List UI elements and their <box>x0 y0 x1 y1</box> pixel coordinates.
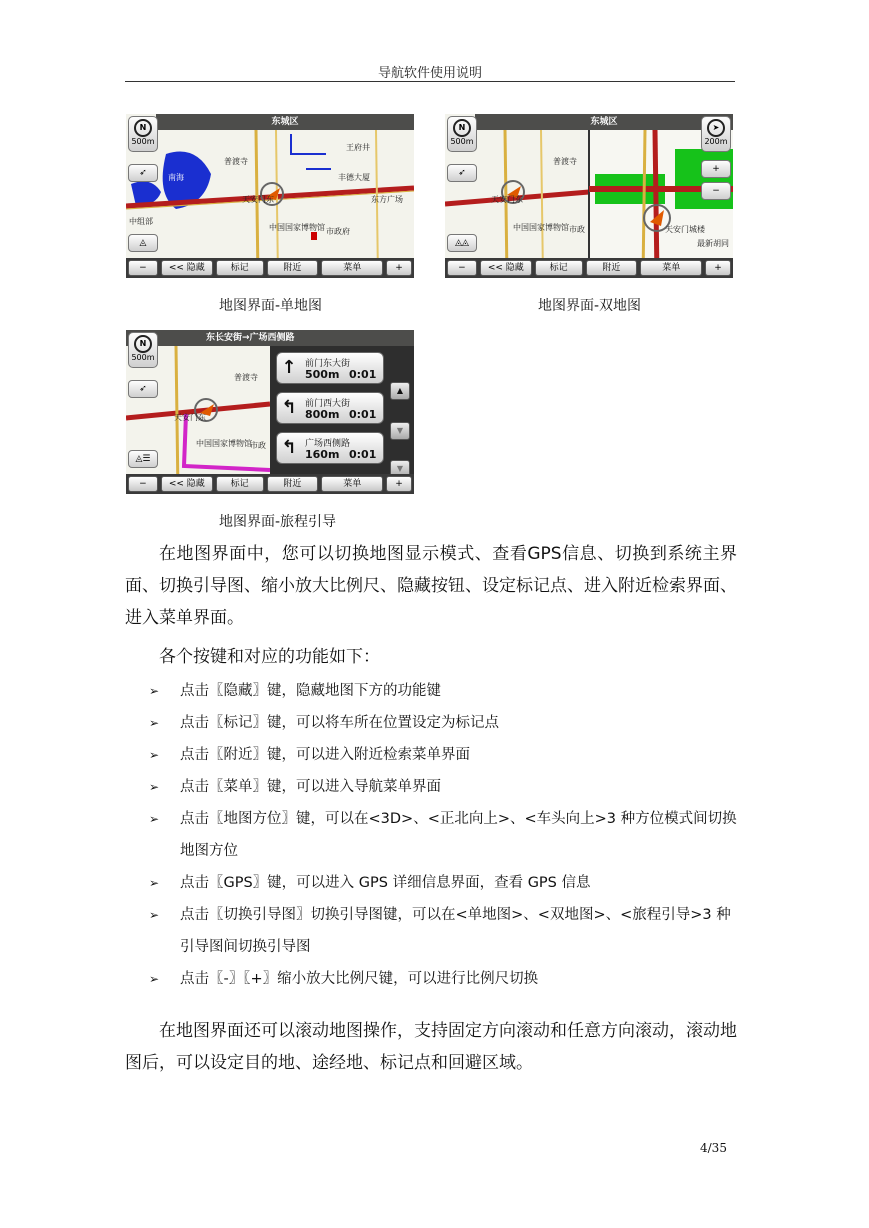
map-label: 中国国家博物馆 <box>196 439 252 448</box>
map-label: 南海 <box>168 173 184 182</box>
nearby-button[interactable]: 附近 <box>267 260 319 276</box>
step-distance: 160m <box>305 448 340 461</box>
zoom-in-button[interactable]: + <box>386 260 412 276</box>
route-bar: 东长安街→广场西侧路 <box>126 330 414 346</box>
switch-guide-button[interactable]: ◬☰ <box>128 450 158 468</box>
step-time: 0:01 <box>349 448 377 461</box>
turn-left-icon: ↰ <box>281 437 297 458</box>
zoom-out-button[interactable]: − <box>128 476 158 492</box>
arrow-bullet-icon: ➢ <box>149 780 160 794</box>
map-label: 最新胡同 <box>697 239 729 248</box>
single-map-screenshot <box>126 114 414 278</box>
map-label: 普渡寺 <box>553 157 577 166</box>
list-item: ➢ 点击〖标记〗键，可以将车所在位置设定为标记点 <box>125 707 737 739</box>
nearby-button[interactable]: 附近 <box>267 476 319 492</box>
scale-label: 500m <box>131 353 155 362</box>
menu-button[interactable]: 菜单 <box>640 260 702 276</box>
dual-map-screenshot <box>445 114 733 278</box>
map-orientation-button[interactable] <box>128 116 158 152</box>
switch-guide-button[interactable]: ◬ <box>128 234 158 252</box>
page-number: 4/35 <box>700 1141 727 1155</box>
hide-button[interactable]: << 隐藏 <box>161 476 213 492</box>
arrow-bullet-icon: ➢ <box>149 876 160 890</box>
intro-paragraph: 在地图界面中，您可以切换地图显示模式、查看GPS信息、切换到系统主界面、切换引导图、缩小放大比例尺、隐藏按钮、设定标记点、进入附近检索界面、进入菜单界面。 <box>125 544 737 628</box>
scroll-bottom-button[interactable]: ▼ <box>390 460 410 478</box>
hide-button[interactable]: << 隐藏 <box>480 260 532 276</box>
map-label: 天安门城楼 <box>665 225 705 234</box>
scale-label: 500m <box>450 137 474 146</box>
map-label: 市政府 <box>326 227 350 236</box>
compass-icon: ➤ <box>707 119 725 137</box>
list-item: ➢ 点击〖-〗〖+〗缩小放大比例尺键，可以进行比例尺切换 <box>125 963 737 995</box>
map-label: 天安门东 <box>174 413 206 422</box>
gps-satellite-icon[interactable]: ➶ <box>128 164 158 182</box>
mark-button[interactable]: 标记 <box>216 260 264 276</box>
step-road: 广场西侧路 <box>305 439 351 449</box>
turn-left-icon: ↰ <box>281 397 297 418</box>
arrow-bullet-icon: ➢ <box>149 972 160 986</box>
map-orientation-button[interactable] <box>128 332 158 368</box>
list-title: 各个按键和对应的功能如下： <box>159 647 380 667</box>
step-distance: 500m <box>305 368 340 381</box>
dual-map-canvas <box>445 114 733 278</box>
scroll-down-button[interactable]: ▼ <box>390 422 410 440</box>
map-label: 市政 <box>569 225 585 234</box>
list-item: ➢ 点击〖切换引导图〗切换引导图键，可以在<单地图>、<双地图>、<旅程引导>3 种引导图间切换引导图 <box>125 899 737 963</box>
right-zoom-in-button[interactable]: + <box>701 160 731 178</box>
step-road: 前门西大街 <box>305 399 351 409</box>
hide-button[interactable]: << 隐藏 <box>161 260 213 276</box>
scale-label: 500m <box>131 137 155 146</box>
list-item: ➢ 点击〖隐藏〗键，隐藏地图下方的功能键 <box>125 675 737 707</box>
outro-paragraph: 在地图界面还可以滚动地图操作，支持固定方向滚动和任意方向滚动，滚动地图后，可以设定目的地、途经地、标记点和回避区域。 <box>125 1021 737 1073</box>
guide-step[interactable] <box>276 352 384 384</box>
mark-button[interactable]: 标记 <box>216 476 264 492</box>
map-label: 中国国家博物馆 <box>269 223 325 232</box>
map-label: 东方广场 <box>371 195 403 204</box>
switch-guide-button[interactable]: ◬◬ <box>447 234 477 252</box>
header-rule <box>125 81 735 82</box>
right-map-orientation-button[interactable] <box>701 116 731 152</box>
gps-satellite-icon[interactable]: ➶ <box>128 380 158 398</box>
district-bar: 东城区 <box>475 114 733 130</box>
map-label: 市政 <box>250 441 266 450</box>
scale-label: 200m <box>704 137 728 146</box>
zoom-out-button[interactable]: − <box>447 260 477 276</box>
district-bar: 东城区 <box>156 114 414 130</box>
arrow-bullet-icon: ➢ <box>149 684 160 698</box>
zoom-out-button[interactable]: − <box>128 260 158 276</box>
map-label: 丰德大厦 <box>338 173 370 182</box>
compass-icon: N <box>134 119 152 137</box>
map-label: 天安门东 <box>491 195 523 204</box>
map-orientation-button[interactable] <box>447 116 477 152</box>
nearby-button[interactable]: 附近 <box>586 260 638 276</box>
arrow-bullet-icon: ➢ <box>149 908 160 922</box>
map-label: 天安门东 <box>242 195 274 204</box>
step-road: 前门东大街 <box>305 359 351 369</box>
guide-map-screenshot <box>126 330 414 494</box>
mark-button[interactable]: 标记 <box>535 260 583 276</box>
step-time: 0:01 <box>349 368 377 381</box>
list-item: ➢ 点击〖附近〗键，可以进入附近检索菜单界面 <box>125 739 737 771</box>
step-distance: 800m <box>305 408 340 421</box>
function-bar <box>126 474 414 494</box>
page-header: 导航软件使用说明 <box>377 66 482 81</box>
zoom-in-button[interactable]: + <box>705 260 731 276</box>
compass-icon: N <box>134 335 152 353</box>
list-item: ➢ 点击〖GPS〗键，可以进入 GPS 详细信息界面，查看 GPS 信息 <box>125 867 737 899</box>
scroll-up-button[interactable]: ▲ <box>390 382 410 400</box>
menu-button[interactable]: 菜单 <box>321 476 383 492</box>
journey-guide-panel <box>270 346 414 474</box>
arrow-bullet-icon: ➢ <box>149 748 160 762</box>
map-label: 普渡寺 <box>234 373 258 382</box>
arrow-bullet-icon: ➢ <box>149 716 160 730</box>
menu-button[interactable]: 菜单 <box>321 260 383 276</box>
gps-satellite-icon[interactable]: ➶ <box>447 164 477 182</box>
map-label: 中组部 <box>129 217 153 226</box>
compass-icon: N <box>453 119 471 137</box>
function-bar <box>445 258 733 278</box>
guide-step[interactable] <box>276 432 384 464</box>
list-item: ➢ 点击〖菜单〗键，可以进入导航菜单界面 <box>125 771 737 803</box>
step-time: 0:01 <box>349 408 377 421</box>
function-bar <box>126 258 414 278</box>
caption-guide-map: 地图界面-旅程引导 <box>219 514 337 530</box>
map-label: 王府井 <box>346 143 370 152</box>
straight-arrow-icon: ↑ <box>281 357 297 378</box>
caption-dual-map: 地图界面-双地图 <box>538 298 642 314</box>
map-label: 中国国家博物馆 <box>513 223 569 232</box>
map-label: 普渡寺 <box>224 157 248 166</box>
guide-step[interactable] <box>276 392 384 424</box>
zoom-in-button[interactable]: + <box>386 476 412 492</box>
right-zoom-out-button[interactable]: − <box>701 182 731 200</box>
function-list <box>125 675 737 995</box>
caption-single-map: 地图界面-单地图 <box>219 298 323 314</box>
arrow-bullet-icon: ➢ <box>149 812 160 826</box>
list-item: ➢ 点击〖地图方位〗键，可以在<3D>、<正北向上>、<车头向上>3 种方位模式间切换地图方位 <box>125 803 737 867</box>
